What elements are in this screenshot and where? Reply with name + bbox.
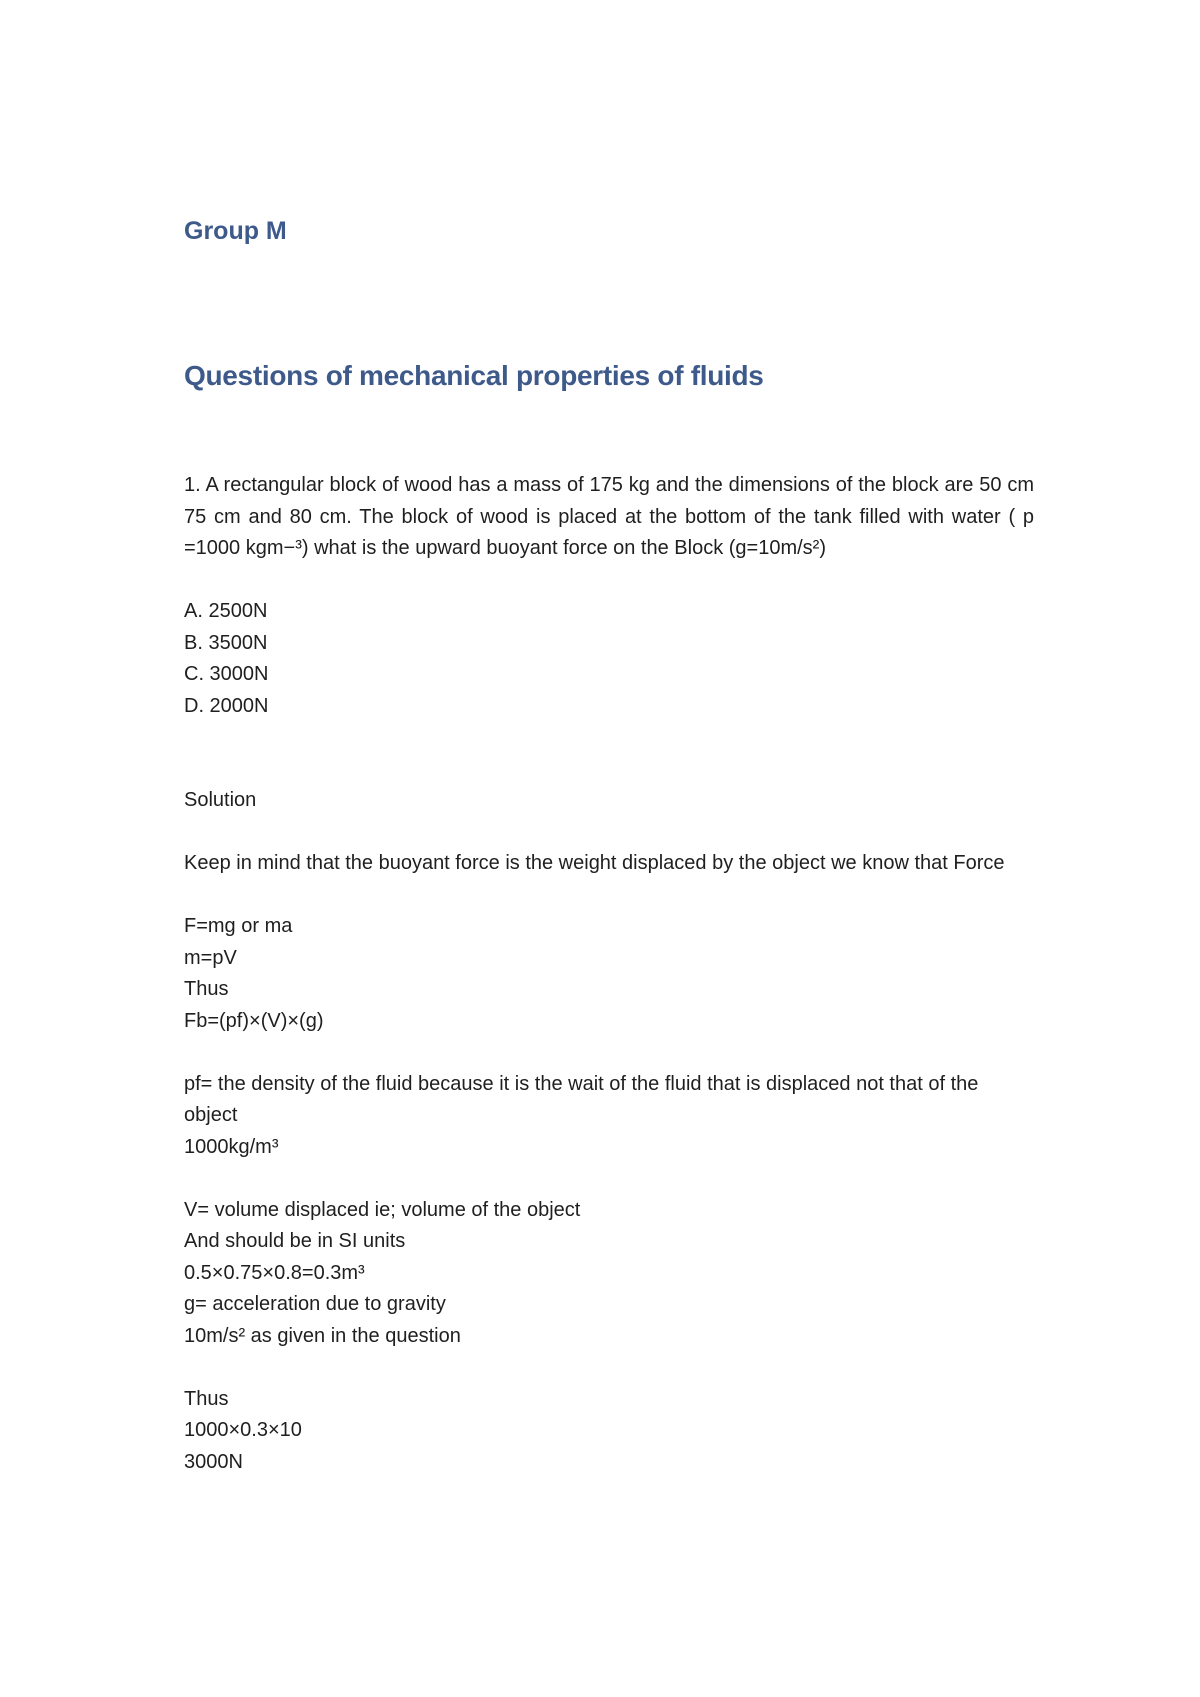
formula-line: F=mg or ma — [184, 915, 293, 937]
volume-line: V= volume displaced ie; volume of the object — [184, 1198, 581, 1221]
formula-line: m=pV — [184, 946, 237, 969]
document-body — [184, 470, 1034, 1478]
volume-line: And should be in SI units — [184, 1230, 406, 1252]
answer-options — [184, 596, 1034, 722]
option-d: D. 2000N — [184, 694, 269, 717]
solution-intro: Keep in mind that the buoyant force is the weight displaced by the object we know that Force — [184, 852, 1005, 874]
volume-line: 10m/s² as given in the question — [184, 1324, 461, 1347]
question-text: 1. A rectangular block of wood has a mass of 175 kg and the dimensions of the block are 50 cm 75 cm and 80 cm. The block of wood is placed at the bottom of the tank filled with water ( p =1000 kgm−³) what is the upward buoyant force on the Block (g=10m/s²) — [184, 474, 1034, 559]
solution-heading: Solution — [184, 789, 257, 811]
option-a: A. 2500N — [184, 600, 268, 622]
volume-block — [184, 1195, 1034, 1353]
volume-line: g= acceleration due to gravity — [184, 1293, 446, 1315]
option-c: C. 3000N — [184, 663, 269, 685]
result-line: 1000×0.3×10 — [184, 1419, 302, 1441]
result-line: Thus — [184, 1387, 229, 1410]
final-answer: 3000N — [184, 1450, 243, 1473]
group-heading: Group M — [184, 217, 287, 245]
document-title: Questions of mechanical properties of fluids — [184, 360, 764, 391]
result-block — [184, 1384, 1034, 1479]
formula-line: Thus — [184, 978, 229, 1000]
density-note: pf= the density of the fluid because it is the wait of the fluid that is displaced not that of the object — [184, 1072, 979, 1126]
formula-block — [184, 911, 1034, 1037]
formula-line: Fb=(pf)×(V)×(g) — [184, 1009, 324, 1032]
volume-line: 0.5×0.75×0.8=0.3m³ — [184, 1261, 365, 1284]
density-value: 1000kg/m³ — [184, 1135, 279, 1158]
option-b: B. 3500N — [184, 631, 268, 654]
